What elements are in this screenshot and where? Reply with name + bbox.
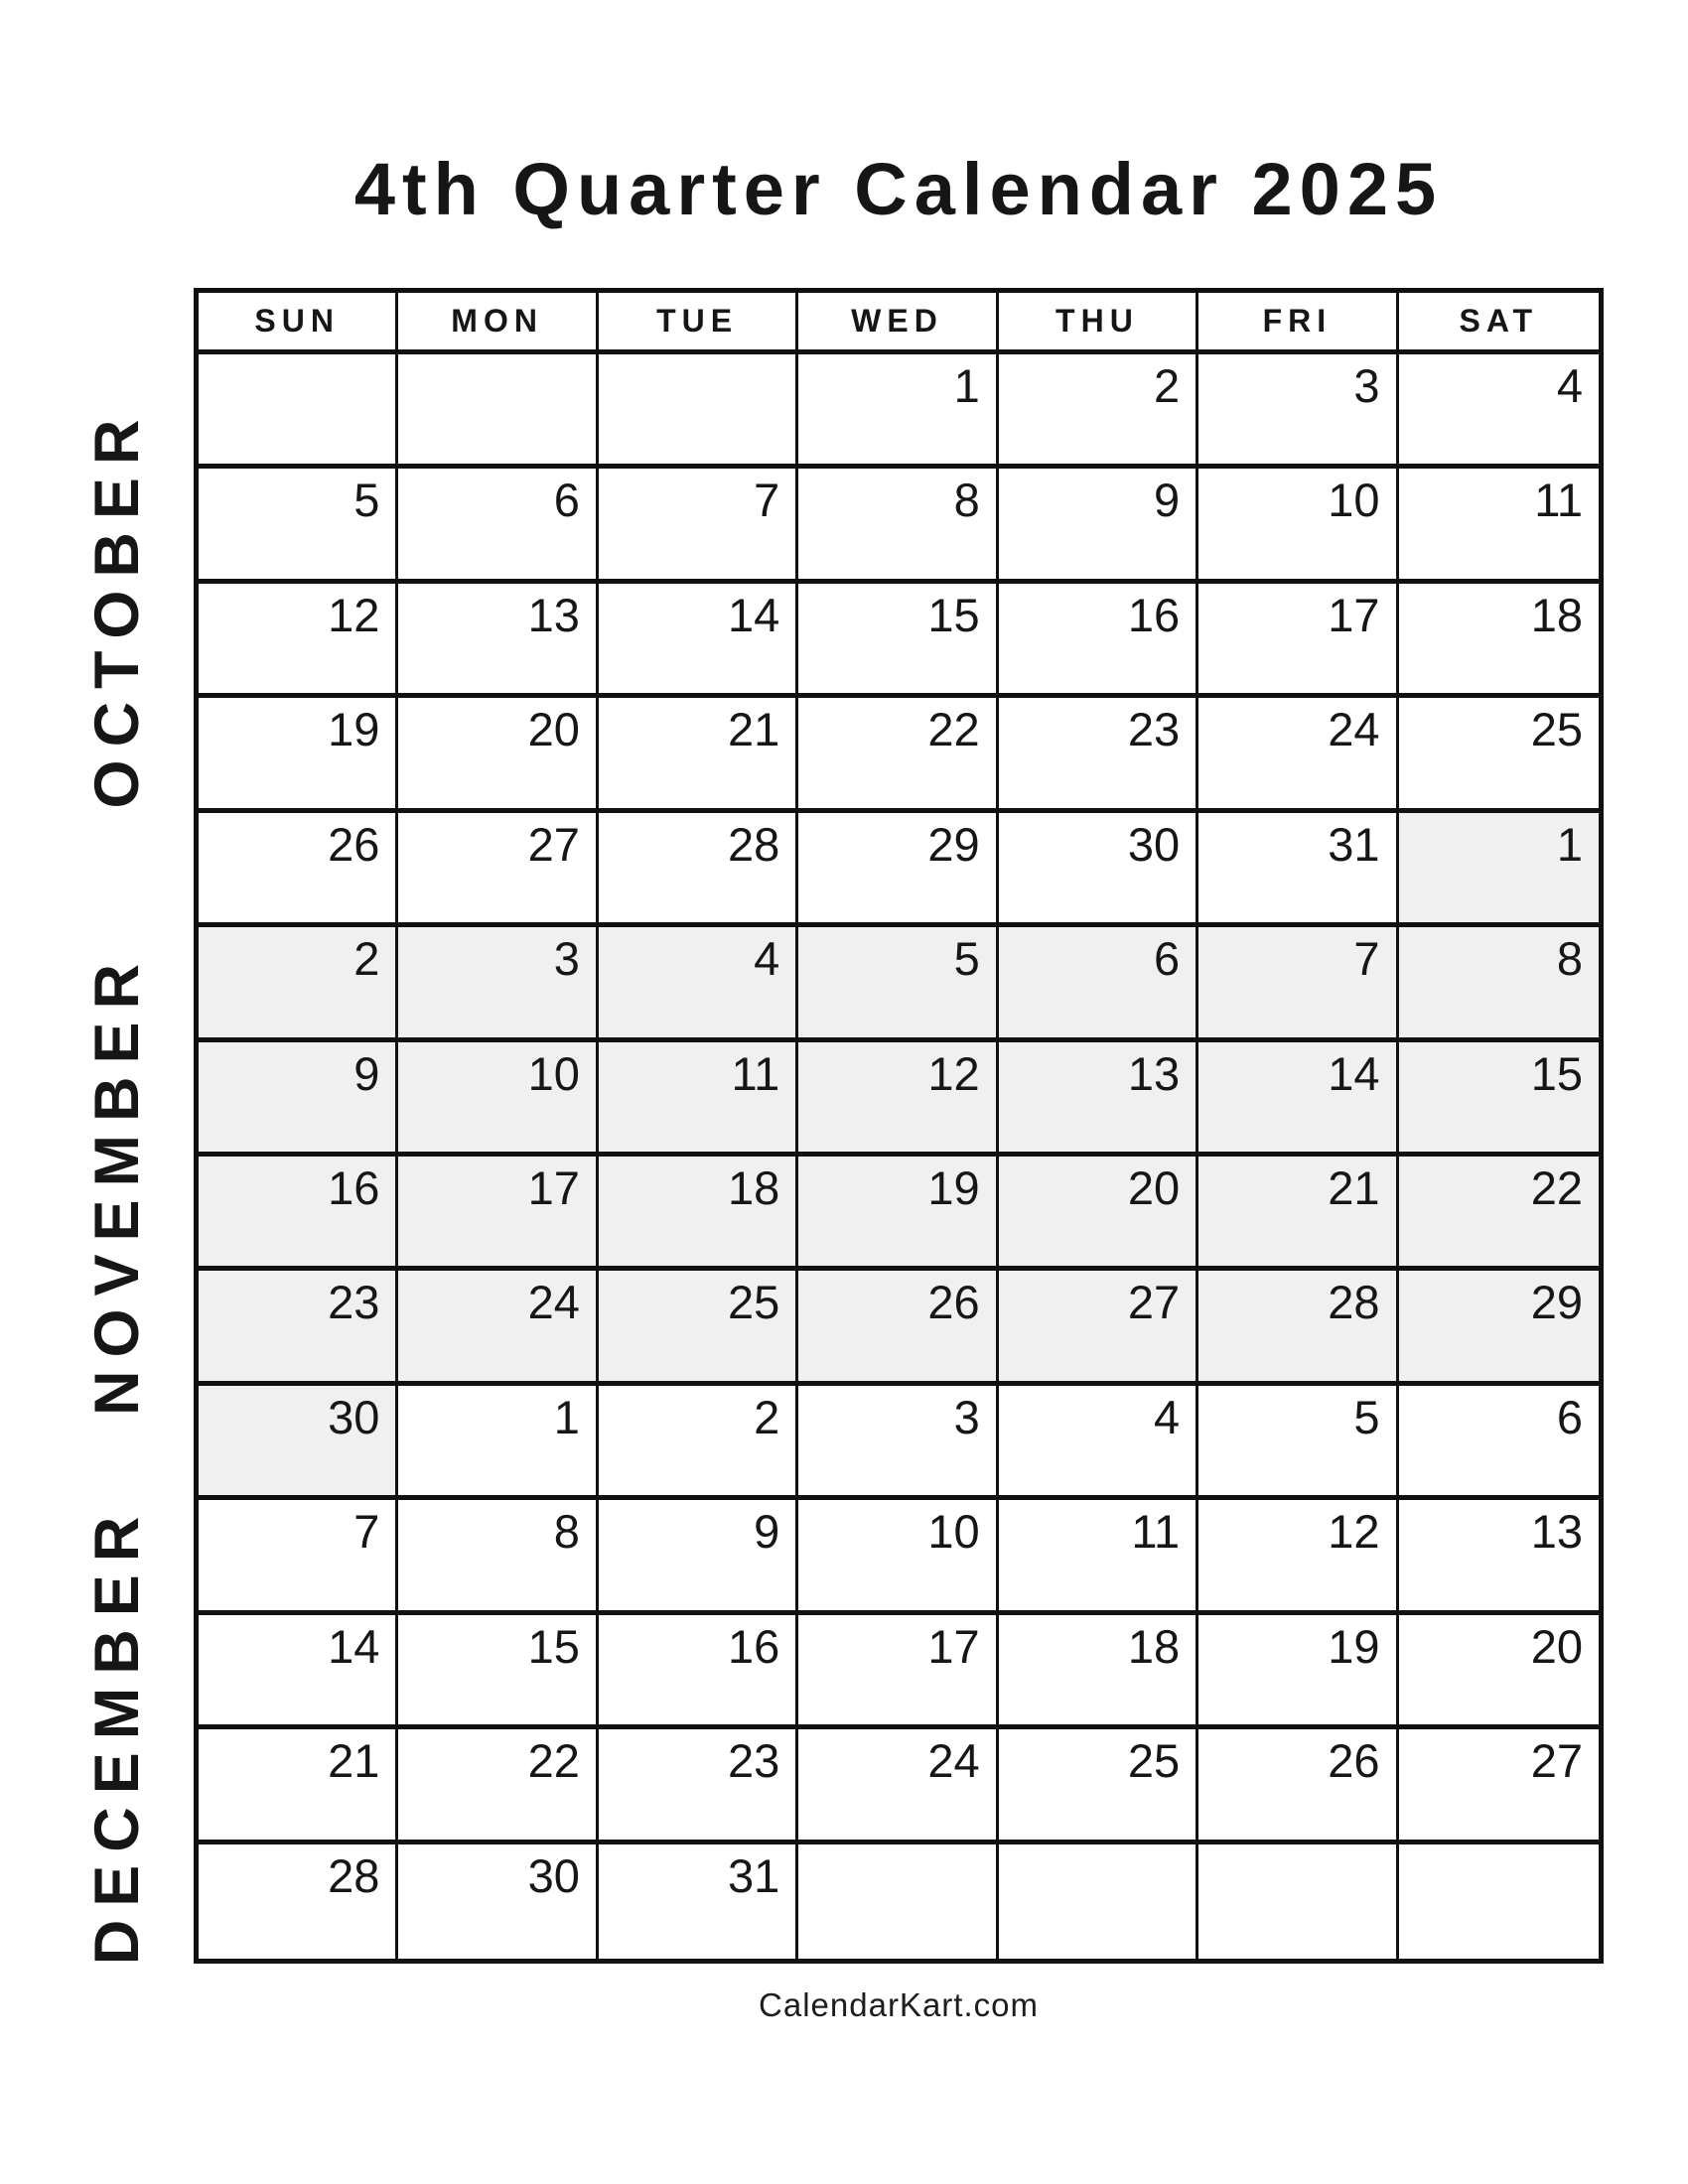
calendar-cell bbox=[798, 469, 998, 583]
day-number: 11 bbox=[1534, 474, 1583, 527]
calendar-cell bbox=[1198, 813, 1398, 927]
calendar-cell bbox=[999, 927, 1198, 1041]
day-number: 12 bbox=[328, 588, 380, 641]
calendar-cell bbox=[798, 1042, 998, 1157]
day-number: 10 bbox=[527, 1046, 580, 1100]
day-number: 5 bbox=[953, 932, 980, 986]
calendar-cell bbox=[798, 698, 998, 812]
calendar-cell bbox=[599, 698, 798, 812]
calendar-cell bbox=[199, 1844, 398, 1959]
day-number: 29 bbox=[927, 817, 980, 871]
calendar-cell bbox=[999, 1500, 1198, 1614]
calendar-cell bbox=[199, 698, 398, 812]
calendar-cell bbox=[798, 1844, 998, 1959]
day-number: 19 bbox=[328, 703, 380, 756]
day-number: 24 bbox=[527, 1276, 580, 1329]
calendar-cell bbox=[999, 1615, 1198, 1729]
day-number: 28 bbox=[728, 817, 780, 871]
calendar-cell bbox=[1399, 1157, 1599, 1271]
day-number: 4 bbox=[1556, 359, 1583, 412]
day-number: 13 bbox=[527, 588, 580, 641]
day-number: 13 bbox=[1127, 1046, 1181, 1100]
day-number: 8 bbox=[1556, 932, 1583, 986]
calendar-cell bbox=[599, 1729, 798, 1843]
calendar-cell bbox=[599, 1500, 798, 1614]
day-number: 3 bbox=[553, 932, 580, 986]
day-number: 22 bbox=[527, 1734, 580, 1788]
day-number: 17 bbox=[1328, 588, 1380, 641]
day-number: 2 bbox=[1154, 359, 1181, 412]
day-number: 27 bbox=[1127, 1276, 1181, 1329]
day-number: 10 bbox=[927, 1505, 980, 1559]
calendar-cell bbox=[599, 584, 798, 698]
day-number: 12 bbox=[927, 1046, 980, 1100]
calendar-cell bbox=[398, 1615, 598, 1729]
calendar-cell bbox=[999, 354, 1198, 469]
calendar-cell bbox=[199, 1042, 398, 1157]
calendar-cell bbox=[999, 469, 1198, 583]
calendar-cell bbox=[599, 1386, 798, 1500]
day-number: 14 bbox=[328, 1619, 380, 1673]
calendar-cell bbox=[798, 1500, 998, 1614]
calendar-cell bbox=[199, 1271, 398, 1385]
calendar-cell bbox=[1198, 1157, 1398, 1271]
calendar-cell bbox=[599, 1844, 798, 1959]
day-number: 2 bbox=[754, 1390, 780, 1443]
calendar-cell bbox=[398, 469, 598, 583]
calendar-cell bbox=[1399, 927, 1599, 1041]
calendar-cell bbox=[398, 1729, 598, 1843]
day-number: 18 bbox=[1127, 1619, 1181, 1673]
calendar-cell bbox=[199, 469, 398, 583]
day-number: 3 bbox=[953, 1390, 980, 1443]
day-number: 6 bbox=[553, 474, 580, 527]
calendar-cell bbox=[798, 1386, 998, 1500]
day-number: 22 bbox=[927, 703, 980, 756]
day-number: 27 bbox=[527, 817, 580, 871]
page-title: 4th Quarter Calendar 2025 bbox=[353, 148, 1444, 230]
day-number: 24 bbox=[1328, 703, 1380, 756]
calendar-cell bbox=[1399, 1844, 1599, 1959]
day-number bbox=[1198, 1844, 1395, 1852]
day-number: 16 bbox=[1127, 588, 1181, 641]
month-label-december: DECEMBER bbox=[82, 1503, 152, 1966]
calendar-cell bbox=[1198, 1042, 1398, 1157]
day-number: 22 bbox=[1530, 1161, 1583, 1214]
day-number: 30 bbox=[527, 1848, 580, 1902]
day-number: 1 bbox=[953, 359, 980, 412]
calendar-cell bbox=[398, 698, 598, 812]
day-number: 6 bbox=[1556, 1390, 1583, 1443]
day-number: 10 bbox=[1328, 474, 1380, 527]
weekday-header-tue: TUE bbox=[599, 293, 798, 354]
calendar-cell bbox=[798, 813, 998, 927]
calendar-cell bbox=[1399, 1042, 1599, 1157]
day-number: 23 bbox=[328, 1276, 380, 1329]
calendar-cell bbox=[798, 1615, 998, 1729]
weekday-header-thu: THU bbox=[999, 293, 1198, 354]
day-number: 14 bbox=[728, 588, 780, 641]
calendar-cell bbox=[798, 1157, 998, 1271]
calendar-cell bbox=[1399, 1500, 1599, 1614]
day-number: 1 bbox=[553, 1390, 580, 1443]
calendar-cell bbox=[398, 1500, 598, 1614]
day-number: 25 bbox=[728, 1276, 780, 1329]
day-number: 8 bbox=[953, 474, 980, 527]
calendar-cell bbox=[1198, 927, 1398, 1041]
calendar-cell bbox=[1198, 584, 1398, 698]
calendar-cell bbox=[599, 469, 798, 583]
calendar-cell bbox=[1198, 469, 1398, 583]
day-number: 13 bbox=[1530, 1505, 1583, 1559]
day-number bbox=[599, 354, 795, 362]
day-number: 11 bbox=[731, 1046, 780, 1100]
day-number: 20 bbox=[1127, 1161, 1181, 1214]
day-number: 20 bbox=[527, 703, 580, 756]
day-number: 26 bbox=[328, 817, 380, 871]
day-number: 25 bbox=[1530, 703, 1583, 756]
calendar-cell bbox=[599, 1615, 798, 1729]
day-number: 14 bbox=[1328, 1046, 1380, 1100]
calendar-cell bbox=[999, 1042, 1198, 1157]
calendar-cell bbox=[199, 927, 398, 1041]
calendar-cell bbox=[398, 1042, 598, 1157]
calendar-cell bbox=[1198, 1615, 1398, 1729]
day-number: 1 bbox=[1556, 817, 1583, 871]
weekday-header-sun: SUN bbox=[199, 293, 398, 354]
day-number: 5 bbox=[353, 474, 380, 527]
calendar-cell bbox=[199, 584, 398, 698]
calendar-cell bbox=[599, 1271, 798, 1385]
calendar-cell bbox=[398, 813, 598, 927]
day-number: 15 bbox=[927, 588, 980, 641]
calendar-cell bbox=[1399, 698, 1599, 812]
day-number: 21 bbox=[1328, 1161, 1380, 1214]
calendar-cell bbox=[798, 354, 998, 469]
day-number: 31 bbox=[1328, 817, 1380, 871]
calendar-cell bbox=[599, 1042, 798, 1157]
day-number: 17 bbox=[927, 1619, 980, 1673]
calendar-cell bbox=[1399, 1271, 1599, 1385]
day-number: 8 bbox=[553, 1505, 580, 1559]
day-number: 6 bbox=[1154, 932, 1181, 986]
weekday-header-wed: WED bbox=[798, 293, 998, 354]
day-number: 26 bbox=[927, 1276, 980, 1329]
calendar-cell bbox=[1198, 1386, 1398, 1500]
day-number: 21 bbox=[728, 703, 780, 756]
calendar-cell bbox=[999, 698, 1198, 812]
calendar-cell bbox=[1399, 469, 1599, 583]
calendar-cell bbox=[398, 1844, 598, 1959]
calendar-cell bbox=[398, 927, 598, 1041]
day-number: 28 bbox=[328, 1848, 380, 1902]
calendar-cell bbox=[398, 1157, 598, 1271]
day-number: 5 bbox=[1353, 1390, 1380, 1443]
day-number: 16 bbox=[328, 1161, 380, 1214]
calendar-cell bbox=[999, 1386, 1198, 1500]
day-number: 12 bbox=[1328, 1505, 1380, 1559]
day-number: 4 bbox=[754, 932, 780, 986]
calendar-cell bbox=[1198, 1729, 1398, 1843]
calendar-cell bbox=[599, 1157, 798, 1271]
day-number: 4 bbox=[1154, 1390, 1181, 1443]
calendar-cell bbox=[599, 813, 798, 927]
weekday-header-mon: MON bbox=[398, 293, 598, 354]
calendar-cell bbox=[1399, 584, 1599, 698]
day-number: 7 bbox=[353, 1505, 380, 1559]
month-label-october: OCTOBER bbox=[82, 406, 152, 809]
calendar-cell bbox=[798, 1729, 998, 1843]
calendar-cell bbox=[1198, 354, 1398, 469]
calendar-cell bbox=[199, 1386, 398, 1500]
calendar-cell bbox=[398, 1271, 598, 1385]
day-number: 27 bbox=[1530, 1734, 1583, 1788]
day-number: 20 bbox=[1530, 1619, 1583, 1673]
calendar-cell bbox=[1198, 698, 1398, 812]
day-number: 9 bbox=[754, 1505, 780, 1559]
day-number: 28 bbox=[1328, 1276, 1380, 1329]
day-number: 19 bbox=[1328, 1619, 1380, 1673]
calendar-cell bbox=[999, 1157, 1198, 1271]
day-number: 16 bbox=[728, 1619, 780, 1673]
calendar-cell bbox=[199, 813, 398, 927]
day-number: 24 bbox=[927, 1734, 980, 1788]
calendar-cell bbox=[1399, 1386, 1599, 1500]
day-number: 26 bbox=[1328, 1734, 1380, 1788]
day-number: 23 bbox=[1127, 703, 1181, 756]
calendar-cell bbox=[199, 354, 398, 469]
day-number: 29 bbox=[1530, 1276, 1583, 1329]
day-number: 7 bbox=[754, 474, 780, 527]
calendar-cell bbox=[398, 584, 598, 698]
calendar-cell bbox=[999, 813, 1198, 927]
day-number: 9 bbox=[1154, 474, 1181, 527]
day-number: 9 bbox=[353, 1046, 380, 1100]
calendar-cell bbox=[1198, 1500, 1398, 1614]
calendar-cell bbox=[1399, 354, 1599, 469]
day-number: 31 bbox=[728, 1848, 780, 1902]
weekday-header-sat: SAT bbox=[1399, 293, 1599, 354]
calendar-cell bbox=[599, 354, 798, 469]
day-number: 23 bbox=[728, 1734, 780, 1788]
calendar-cell bbox=[999, 1844, 1198, 1959]
day-number bbox=[798, 1844, 995, 1852]
calendar-cell bbox=[999, 1729, 1198, 1843]
calendar-cell bbox=[199, 1729, 398, 1843]
day-number: 25 bbox=[1127, 1734, 1181, 1788]
calendar-cell bbox=[199, 1615, 398, 1729]
calendar-cell bbox=[798, 927, 998, 1041]
calendar-cell bbox=[398, 1386, 598, 1500]
day-number: 7 bbox=[1353, 932, 1380, 986]
day-number: 30 bbox=[328, 1390, 380, 1443]
day-number: 19 bbox=[927, 1161, 980, 1214]
day-number bbox=[1399, 1844, 1599, 1852]
day-number: 11 bbox=[1131, 1505, 1181, 1559]
calendar-cell bbox=[1399, 813, 1599, 927]
day-number: 21 bbox=[328, 1734, 380, 1788]
month-label-november: NOVEMBER bbox=[82, 950, 152, 1417]
day-number: 2 bbox=[353, 932, 380, 986]
day-number: 15 bbox=[527, 1619, 580, 1673]
day-number: 3 bbox=[1353, 359, 1380, 412]
day-number: 30 bbox=[1127, 817, 1181, 871]
calendar-cell bbox=[798, 1271, 998, 1385]
calendar-cell bbox=[599, 927, 798, 1041]
calendar-cell bbox=[999, 584, 1198, 698]
calendar-cell bbox=[398, 354, 598, 469]
calendar-cell bbox=[999, 1271, 1198, 1385]
weekday-header-fri: FRI bbox=[1198, 293, 1398, 354]
calendar-cell bbox=[798, 584, 998, 698]
day-number bbox=[999, 1844, 1196, 1852]
day-number: 18 bbox=[1530, 588, 1583, 641]
day-number: 15 bbox=[1530, 1046, 1583, 1100]
calendar-cell bbox=[1198, 1844, 1398, 1959]
calendar-cell bbox=[1399, 1729, 1599, 1843]
day-number: 17 bbox=[527, 1161, 580, 1214]
calendar-cell bbox=[199, 1157, 398, 1271]
calendar-cell bbox=[199, 1500, 398, 1614]
day-number: 18 bbox=[728, 1161, 780, 1214]
day-number bbox=[398, 354, 595, 362]
footer-site-name: CalendarKart.com bbox=[759, 1986, 1039, 2023]
calendar-table bbox=[194, 288, 1604, 1964]
calendar-cell bbox=[1399, 1615, 1599, 1729]
calendar-cell bbox=[1198, 1271, 1398, 1385]
day-number bbox=[199, 354, 395, 362]
